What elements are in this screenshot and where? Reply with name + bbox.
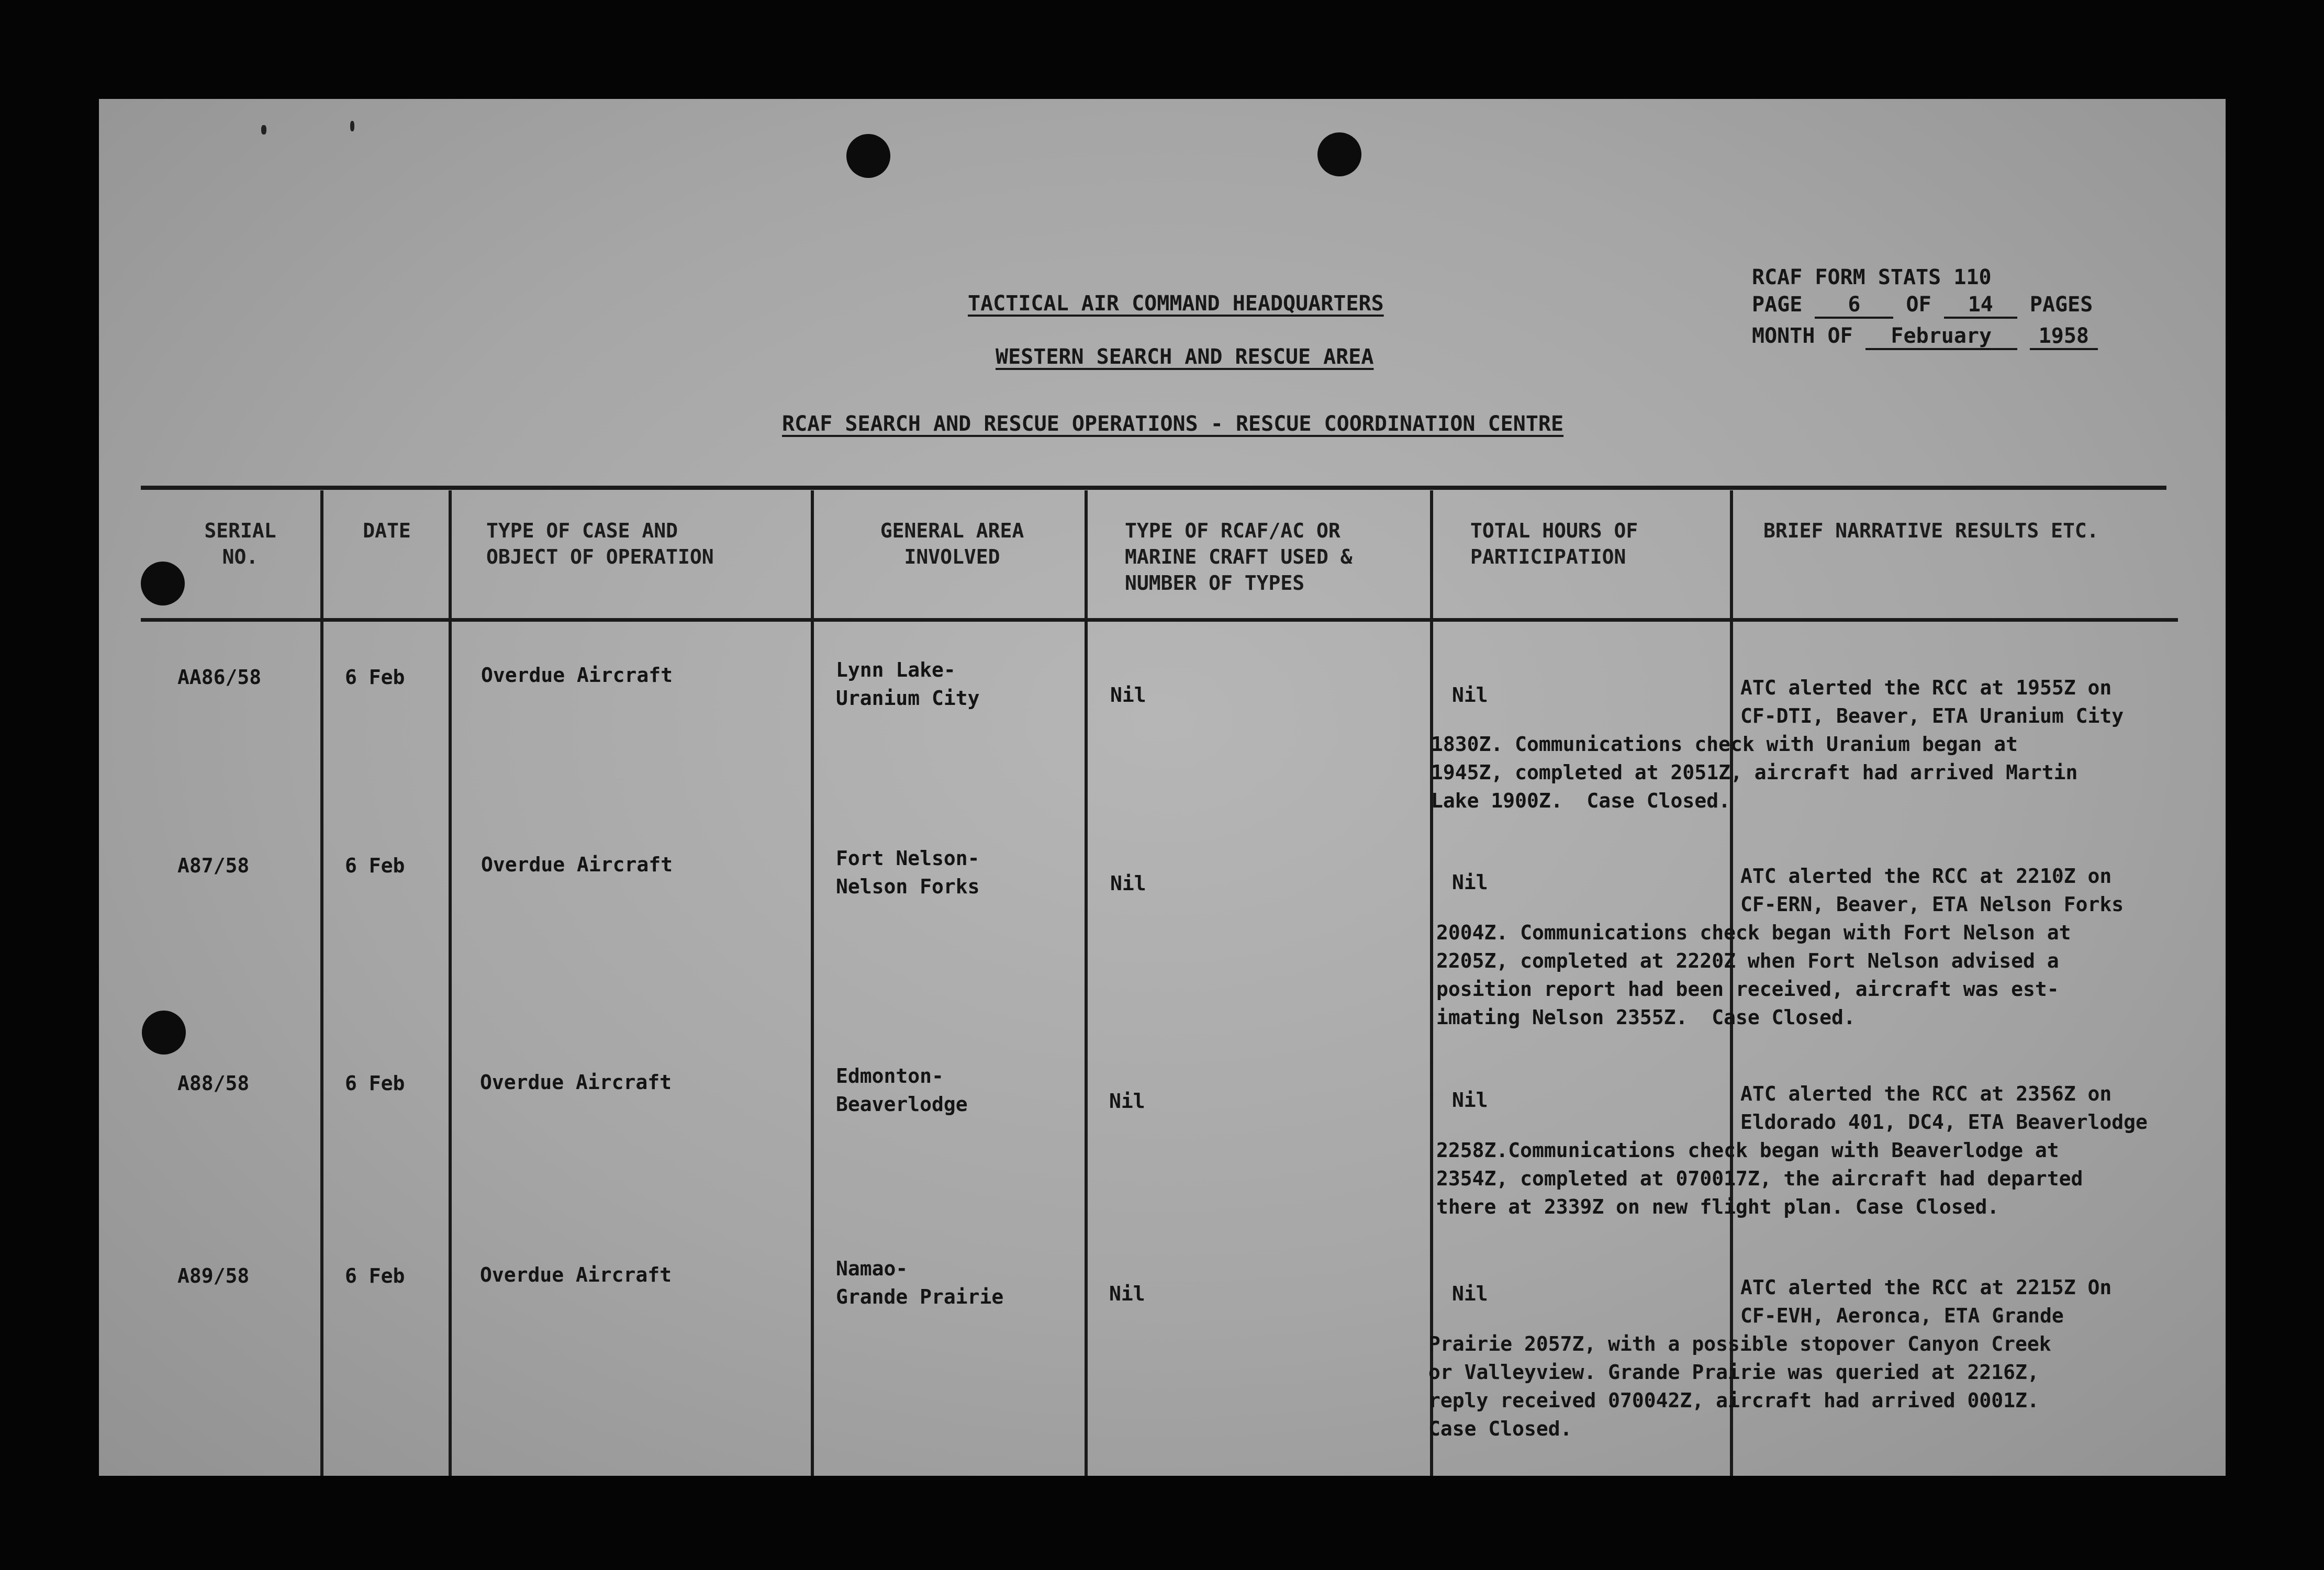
- type-case-cell: Overdue Aircraft: [481, 853, 673, 876]
- hours-cell: Nil: [1452, 683, 1488, 706]
- narrative-cell: [1428, 1273, 2111, 1443]
- hours-cell: Nil: [1452, 871, 1488, 894]
- form-month-line: [1752, 324, 2098, 350]
- narrative-cell: [1436, 1080, 2148, 1221]
- form-page-line: [1752, 293, 2093, 319]
- narrative-line: or Valleyview. Grande Prairie was queried at 2216Z,: [1428, 1361, 2039, 1384]
- binder-hole-top-right: [1317, 132, 1361, 176]
- narrative-line: ATC alerted the RCC at 1955Z on: [1740, 676, 2112, 699]
- hours-cell: Nil: [1452, 1089, 1488, 1112]
- type-case-cell: Overdue Aircraft: [480, 1071, 672, 1094]
- serial-cell: A87/58: [177, 854, 250, 877]
- type-case-cell: Overdue Aircraft: [481, 664, 673, 687]
- page-number: 6: [1815, 293, 1893, 319]
- serial-cell: AA86/58: [177, 666, 262, 689]
- narrative-line: reply received 070042Z, aircraft had arrived 0001Z.: [1428, 1389, 2039, 1412]
- narrative-line: Lake 1900Z. Case Closed.: [1431, 789, 1730, 812]
- date-cell: 6 Feb: [345, 1264, 405, 1287]
- column-header-craft: TYPE OF RCAF/AC OR MARINE CRAFT USED & NUMBER OF TYPES: [1125, 519, 1353, 595]
- narrative-line: CF-DTI, Beaver, ETA Uranium City: [1740, 704, 2124, 727]
- narrative-line: Case Closed.: [1428, 1417, 1572, 1440]
- craft-cell: Nil: [1110, 683, 1146, 706]
- column-header-date: DATE: [363, 519, 411, 542]
- narrative-line: position report had been received, aircraft was est-: [1436, 978, 2059, 1001]
- area-cell: Fort Nelson- Nelson Forks: [836, 847, 980, 898]
- binder-hole-top-left: [846, 134, 890, 178]
- narrative-cell: [1431, 674, 2124, 815]
- column-header-hours: TOTAL HOURS OF PARTICIPATION: [1470, 519, 1638, 568]
- area-cell: Namao- Grande Prairie: [836, 1257, 1004, 1308]
- narrative-line: ATC alerted the RCC at 2210Z on: [1740, 865, 2112, 888]
- headquarters-title: TACTICAL AIR COMMAND HEADQUARTERS: [968, 291, 1384, 316]
- narrative-line: 2004Z. Communications check began with Fort Nelson at: [1436, 921, 2071, 944]
- narrative-line: ATC alerted the RCC at 2215Z On: [1740, 1276, 2112, 1299]
- pages-label: PAGES: [2029, 293, 2093, 317]
- month-label: MONTH OF: [1752, 324, 1853, 348]
- month-value: February: [1865, 324, 2017, 350]
- narrative-line: ATC alerted the RCC at 2356Z on: [1740, 1082, 2112, 1105]
- column-divider-serial: [320, 490, 323, 1476]
- column-header-type-case: TYPE OF CASE AND OBJECT OF OPERATION: [486, 519, 714, 568]
- narrative-line: 2205Z, completed at 2220Z when Fort Nelson advised a: [1436, 949, 2059, 972]
- column-header-area: GENERAL AREA INVOLVED: [880, 519, 1024, 568]
- speck-mark: [261, 125, 266, 134]
- column-divider-area: [1085, 490, 1088, 1476]
- area-title: WESTERN SEARCH AND RESCUE AREA: [996, 345, 1374, 369]
- date-cell: 6 Feb: [345, 666, 405, 689]
- of-label: OF: [1906, 293, 1931, 317]
- narrative-line: CF-ERN, Beaver, ETA Nelson Forks: [1740, 893, 2124, 916]
- document-page: [99, 99, 2226, 1476]
- area-cell: Edmonton- Beaverlodge: [836, 1064, 968, 1116]
- narrative-line: CF-EVH, Aeronca, ETA Grande: [1740, 1304, 2064, 1327]
- column-divider-type-case: [811, 490, 814, 1476]
- page-label: PAGE: [1752, 293, 1803, 317]
- speck-mark: [350, 121, 354, 131]
- craft-cell: Nil: [1110, 872, 1146, 895]
- narrative-line: there at 2339Z on new flight plan. Case Closed.: [1436, 1195, 1999, 1218]
- area-cell: Lynn Lake- Uranium City: [836, 658, 980, 710]
- narrative-line: imating Nelson 2355Z. Case Closed.: [1436, 1006, 1856, 1029]
- binder-hole-left-lower: [142, 1011, 186, 1055]
- table-top-rule: [141, 486, 2166, 490]
- date-cell: 6 Feb: [345, 854, 405, 877]
- form-id: RCAF FORM STATS 110: [1752, 265, 1992, 289]
- column-header-narrative: BRIEF NARRATIVE RESULTS ETC.: [1763, 519, 2099, 542]
- type-case-cell: Overdue Aircraft: [480, 1263, 672, 1286]
- narrative-line: 1945Z, completed at 2051Z, aircraft had arrived Martin: [1431, 761, 2078, 784]
- date-cell: 6 Feb: [345, 1072, 405, 1095]
- hours-cell: Nil: [1452, 1282, 1488, 1305]
- year-value: 1958: [2030, 324, 2098, 350]
- column-header-serial: SERIAL NO.: [204, 519, 276, 568]
- header-bottom-rule: [141, 618, 2178, 622]
- serial-cell: A89/58: [177, 1264, 250, 1287]
- column-divider-date: [449, 490, 452, 1476]
- narrative-line: 2258Z.Communications check began with Beaverlodge at: [1436, 1139, 2059, 1162]
- narrative-cell: [1436, 862, 2124, 1031]
- serial-cell: A88/58: [177, 1072, 250, 1095]
- narrative-line: 2354Z, completed at 070017Z, the aircraft had departed: [1436, 1167, 2083, 1190]
- narrative-line: Eldorado 401, DC4, ETA Beaverlodge: [1740, 1111, 2148, 1134]
- narrative-line: 1830Z. Communications check with Uranium began at: [1431, 733, 2018, 756]
- total-pages: 14: [1944, 293, 2017, 319]
- craft-cell: Nil: [1109, 1282, 1145, 1305]
- operations-title: RCAF SEARCH AND RESCUE OPERATIONS - RESCUE COORDINATION CENTRE: [782, 412, 1564, 436]
- craft-cell: Nil: [1109, 1090, 1145, 1113]
- narrative-line: Prairie 2057Z, with a possible stopover Canyon Creek: [1428, 1332, 2051, 1355]
